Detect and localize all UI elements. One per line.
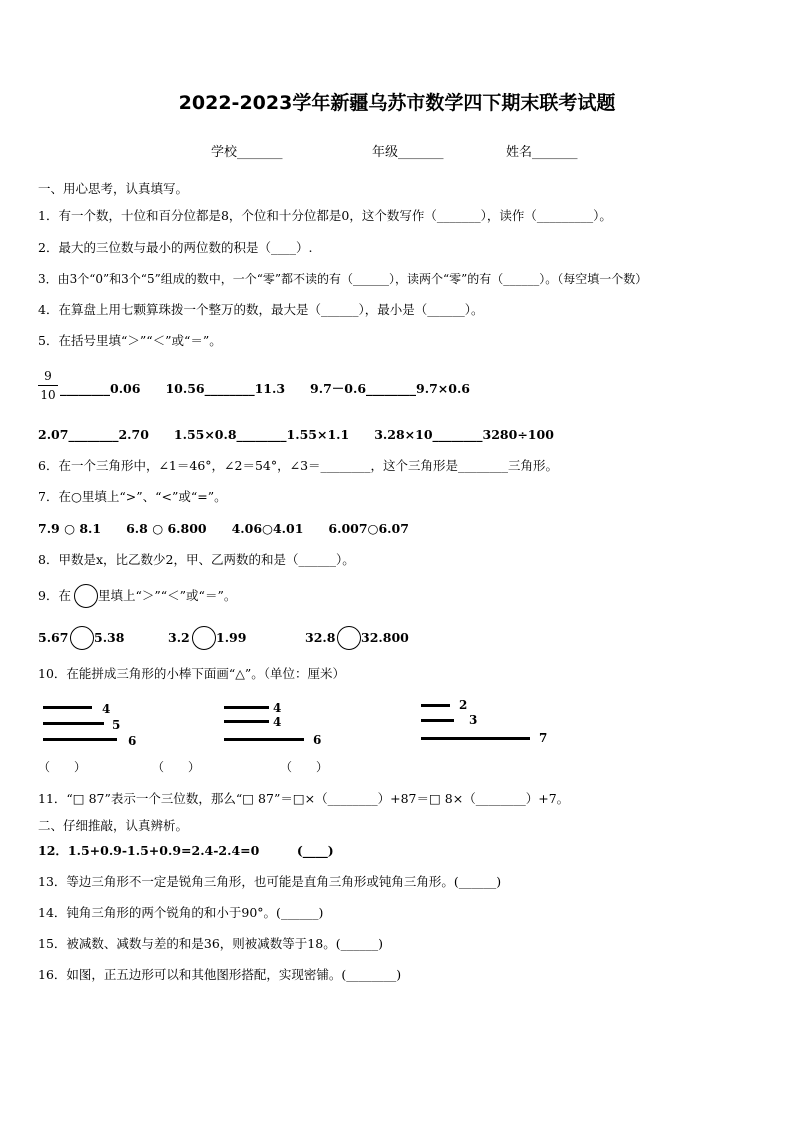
question-2: 2．最大的三位数与最小的两位数的积是（____）.	[38, 240, 313, 255]
question-9-prefix: 9．在	[38, 588, 71, 603]
question-6: 6．在一个三角形中，∠1＝46°，∠2＝54°，∠3＝________，这个三角形是________三角形。	[38, 458, 559, 473]
stick	[421, 719, 454, 722]
question-8: 8．甲数是x，比乙数少2，甲、乙两数的和是（______）。	[38, 552, 355, 567]
answer-circle[interactable]	[192, 626, 216, 650]
stick-label: 6	[128, 734, 137, 748]
question-14: 14．钝角三角形的两个锐角的和小于90°。(______)	[38, 905, 324, 920]
q9-value: 3.2	[168, 630, 190, 645]
stick	[43, 722, 104, 725]
fraction-denominator: 10	[40, 388, 56, 402]
fraction-nine-tenths	[38, 369, 58, 402]
q9-value: 5.67	[38, 630, 69, 645]
question-5-row-2: 2.07________2.70 1.55×0.8________1.55×1.1 3.28×10________3280÷100	[38, 427, 554, 442]
q9-value: 1.99	[216, 630, 247, 645]
stick-label: 5	[112, 718, 121, 732]
question-5: 5．在括号里填“＞”“＜”或“＝”。	[38, 333, 222, 348]
stick-label: 3	[469, 713, 478, 727]
stick	[43, 706, 92, 709]
section-2-heading: 二、仔细推敲，认真辨析。	[38, 818, 189, 833]
answer-circle[interactable]	[70, 626, 94, 650]
answer-circle[interactable]	[337, 626, 361, 650]
question-7-row: 7.9 ○ 8.1 6.8 ○ 6.800 4.06○4.01 6.007○6.07	[38, 521, 409, 536]
question-3: 3．由3个“0”和3个“5”组成的数中，一个“零”都不读的有（______），读两个“零”的有（______）。（每空填一个数）	[38, 272, 648, 286]
question-10: 10．在能拼成三角形的小棒下面画“△”。（单位：厘米）	[38, 666, 346, 681]
question-9-suffix: 里填上“＞”“＜”或“＝”。	[98, 588, 237, 603]
stick-label: 6	[313, 733, 322, 747]
question-15: 15．被减数、减数与差的和是36，则被减数等于18。(______)	[38, 936, 383, 951]
stick	[224, 720, 269, 723]
grade-field[interactable]: 年级_______	[372, 145, 444, 160]
fraction-numerator: 9	[44, 369, 52, 383]
school-field[interactable]: 学校_______	[211, 145, 283, 160]
q9-value: 32.800	[361, 630, 409, 645]
compare-circle-icon	[74, 584, 98, 608]
question-4: 4．在算盘上用七颗算珠拨一个整万的数，最大是（______），最小是（______）。	[38, 302, 484, 317]
question-7: 7．在○里填上“>”、“<”或“=”。	[38, 489, 227, 504]
stick-label: 7	[539, 731, 548, 745]
question-11: 11．“□ 87”表示一个三位数，那么“□ 87”＝□×（________）+87＝□ 8×（________）+7。	[38, 791, 570, 806]
answer-paren[interactable]: （ ）	[152, 760, 201, 774]
question-5-row-1: ________0.06 10.56________11.3 9.7－0.6________9.7×0.6	[60, 381, 470, 396]
name-field[interactable]: 姓名_______	[506, 145, 578, 160]
section-1-heading: 一、用心思考，认真填写。	[38, 181, 189, 196]
q9-value: 32.8	[305, 630, 336, 645]
stick-label: 4	[273, 715, 282, 729]
question-1: 1．有一个数，十位和百分位都是8，个位和十分位都是0，这个数写作（_______），读作（_________）。	[38, 208, 612, 223]
stick-label: 4	[102, 702, 111, 716]
stick-label: 2	[459, 698, 468, 712]
stick	[224, 738, 304, 741]
stick	[43, 738, 117, 741]
question-13: 13．等边三角形不一定是锐角三角形，也可能是直角三角形或钝角三角形。(______)	[38, 874, 502, 889]
answer-paren[interactable]: （ ）	[280, 760, 329, 774]
stick	[224, 706, 269, 709]
q9-value: 5.38	[94, 630, 125, 645]
stick-label: 4	[273, 701, 282, 715]
answer-paren[interactable]: （ ）	[38, 760, 87, 774]
page-title: 2022-2023学年新疆乌苏市数学四下期末联考试题	[178, 92, 616, 114]
stick	[421, 737, 530, 740]
question-16: 16．如图，正五边形可以和其他图形搭配，实现密铺。(________)	[38, 967, 402, 982]
question-12: 12．1.5+0.9-1.5+0.9=2.4-2.4=0 (____)	[38, 843, 334, 858]
stick	[421, 704, 450, 707]
